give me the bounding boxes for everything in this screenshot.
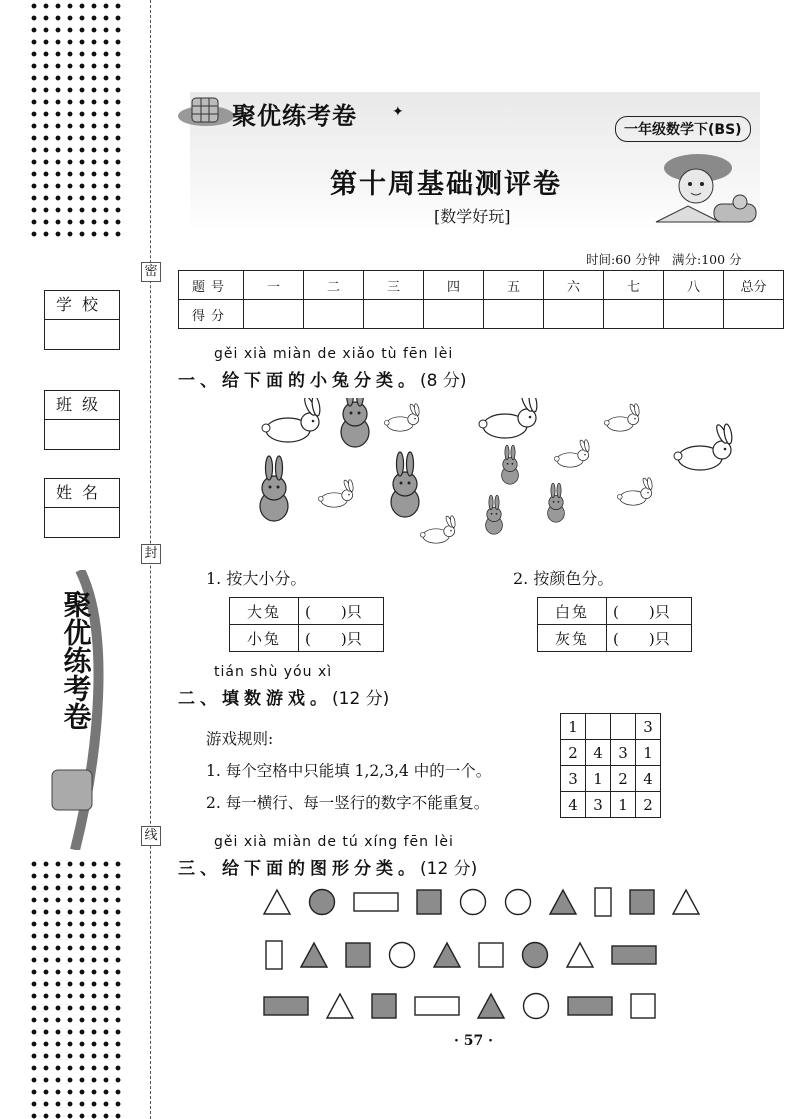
q3-title: 三、给下面的图形分类。 (178, 859, 420, 879)
q2-title: 二、填数游戏。 (178, 689, 332, 709)
grid-row (561, 714, 661, 740)
rules-title: 游戏规则: (206, 730, 274, 748)
score-header-cell: 七 (604, 271, 664, 300)
score-cell[interactable] (244, 300, 304, 329)
score-header-cell: 总分 (724, 271, 784, 300)
grid-cell: 1 (586, 766, 611, 792)
table-row (538, 598, 692, 625)
q1-sub1: 1. 按大小分。 (206, 569, 307, 588)
shape-triangle-gray (550, 890, 576, 914)
name-field[interactable] (45, 508, 119, 536)
q2-heading (178, 684, 389, 709)
table-row (538, 625, 692, 652)
q1-heading (178, 366, 466, 391)
q2-pinyin: tián shù yóu xì (214, 664, 333, 680)
score-header-cell: 四 (424, 271, 484, 300)
full-score-info: 满分:100 分 (672, 252, 742, 267)
rabbit-white-small (604, 403, 640, 431)
color-key: 灰兔 (538, 625, 607, 652)
cube-logo-icon (176, 92, 236, 132)
rabbit-white-small (318, 479, 354, 507)
grid-cell-blank[interactable] (611, 714, 636, 740)
rabbit-gray-small (502, 445, 519, 484)
q1-sub2: 2. 按颜色分。 (513, 569, 614, 588)
binding-dots-bottom (28, 858, 124, 1119)
color-answer[interactable]: ( )只 (607, 598, 692, 625)
grid-cell: 3 (636, 714, 661, 740)
school-label: 学校 (45, 291, 119, 320)
rabbit-white-large (262, 398, 321, 442)
q3-score: (12 分) (420, 859, 478, 879)
school-field[interactable] (45, 320, 119, 348)
score-header-cell: 六 (544, 271, 604, 300)
score-cell[interactable] (484, 300, 544, 329)
grid-cell: 1 (611, 792, 636, 818)
rabbit-white-small (420, 515, 456, 543)
grid-row (561, 792, 661, 818)
shape-triangle-white (264, 890, 290, 914)
school-box (44, 290, 120, 350)
vertical-logo-text: 聚优练考卷 (59, 590, 93, 730)
score-cell[interactable] (724, 300, 784, 329)
grid-cell: 3 (586, 792, 611, 818)
score-cell[interactable] (664, 300, 724, 329)
shape-triangle-gray (434, 943, 460, 967)
grid-cell: 3 (561, 766, 586, 792)
vertical-logo (40, 570, 110, 850)
shape-square-gray (346, 943, 370, 967)
shape-square-gray (417, 890, 441, 914)
score-table-header (179, 271, 784, 300)
grid-cell: 1 (636, 740, 661, 766)
q1-title: 一、给下面的小兔分类。 (178, 371, 420, 391)
shape-rect-white (354, 893, 398, 911)
rabbit-white-large (674, 423, 733, 470)
shape-square-gray (372, 994, 396, 1018)
score-header-cell: 五 (484, 271, 544, 300)
shape-rect-gray (568, 997, 612, 1015)
grid-cell: 4 (586, 740, 611, 766)
grid-row (561, 740, 661, 766)
shape-square-white (479, 943, 503, 967)
seal-char-feng: 封 (141, 544, 161, 564)
rabbit-gray-small (341, 398, 369, 447)
grid-cell: 1 (561, 714, 586, 740)
color-key: 白兔 (538, 598, 607, 625)
score-header-cell: 八 (664, 271, 724, 300)
rabbit-gray-large (391, 452, 419, 517)
grid-cell: 3 (611, 740, 636, 766)
shape-vrect-white (595, 888, 611, 916)
score-cell[interactable] (544, 300, 604, 329)
score-table (178, 270, 784, 329)
shape-triangle-gray (478, 994, 504, 1018)
grid-cell: 2 (561, 740, 586, 766)
binding-dots-top (28, 0, 124, 240)
score-header-cell: 题号 (179, 271, 244, 300)
shape-triangle-white (327, 994, 353, 1018)
grade-badge: 一年级数学下(BS) (615, 116, 751, 142)
size-table (229, 597, 384, 652)
banner-title: 聚优练考卷 (232, 102, 357, 130)
q3-heading (178, 854, 477, 879)
shape-vrect-white (266, 941, 282, 969)
shapes-panel (250, 880, 730, 1030)
seal-char-mi: 密 (141, 262, 161, 282)
name-box (44, 478, 120, 538)
q2-score: (12 分) (332, 689, 390, 709)
size-answer[interactable]: ( )只 (299, 598, 384, 625)
grid-cell: 4 (636, 766, 661, 792)
shape-circle-white (461, 890, 486, 915)
score-header-cell: 二 (304, 271, 364, 300)
shape-rect-white (415, 997, 459, 1015)
q1-score: (8 分) (420, 371, 467, 391)
shape-square-white (631, 994, 655, 1018)
size-key: 小兔 (230, 625, 299, 652)
size-key: 大兔 (230, 598, 299, 625)
grid-cell: 2 (636, 792, 661, 818)
score-row-label: 得分 (179, 300, 244, 329)
grid-row (561, 766, 661, 792)
shape-triangle-white (567, 943, 593, 967)
name-label: 姓名 (45, 479, 119, 508)
class-field[interactable] (45, 420, 119, 448)
score-cell[interactable] (364, 300, 424, 329)
shape-circle-gray (310, 890, 335, 915)
grid-cell-blank[interactable] (586, 714, 611, 740)
rabbit-gray-large (260, 456, 288, 521)
rabbits-illustration (240, 398, 740, 554)
score-table-row (179, 300, 784, 329)
rule-1: 1. 每个空格中只能填 1,2,3,4 中的一个。 (206, 762, 492, 780)
color-answer[interactable]: ( )只 (607, 625, 692, 652)
rabbit-gray-small (548, 483, 565, 522)
shape-rect-gray (612, 946, 656, 964)
time-score-info (586, 250, 742, 268)
cube-icon (52, 770, 92, 810)
shape-triangle-white (673, 890, 699, 914)
sparkle-icon: ✦ (392, 104, 404, 120)
size-answer[interactable]: ( )只 (299, 625, 384, 652)
shape-circle-white (524, 994, 549, 1019)
shape-circle-white (506, 890, 531, 915)
table-row (230, 598, 384, 625)
time-info: 时间:60 分钟 (586, 252, 661, 267)
class-box (44, 390, 120, 450)
table-row (230, 625, 384, 652)
page-subtitle: [数学好玩] (434, 207, 511, 226)
rule-2: 2. 每一横行、每一竖行的数字不能重复。 (206, 794, 490, 812)
shape-circle-gray (523, 943, 548, 968)
q3-pinyin: gěi xià miàn de tú xíng fēn lèi (214, 834, 454, 850)
score-cell[interactable] (424, 300, 484, 329)
color-table (537, 597, 692, 652)
shape-square-gray (630, 890, 654, 914)
page-number: · 57 · (454, 1033, 493, 1049)
score-cell[interactable] (604, 300, 664, 329)
rabbit-white-small (617, 477, 653, 505)
rabbit-white-small (554, 439, 590, 467)
grid-cell: 4 (561, 792, 586, 818)
page-title: 第十周基础测评卷 (330, 169, 562, 200)
rabbit-white-small (384, 403, 420, 431)
shape-rect-gray (264, 997, 308, 1015)
rabbit-white-large (479, 398, 538, 438)
girl-reading-illustration (648, 142, 760, 230)
score-cell[interactable] (304, 300, 364, 329)
seal-char-xian: 线 (141, 826, 161, 846)
q1-pinyin: gěi xià miàn de xiǎo tù fēn lèi (214, 346, 454, 362)
shape-circle-white (390, 943, 415, 968)
number-grid (560, 713, 661, 818)
rabbit-gray-small (486, 495, 503, 534)
score-header-cell: 一 (244, 271, 304, 300)
class-label: 班级 (45, 391, 119, 420)
score-header-cell: 三 (364, 271, 424, 300)
grid-cell: 2 (611, 766, 636, 792)
shape-triangle-gray (301, 943, 327, 967)
